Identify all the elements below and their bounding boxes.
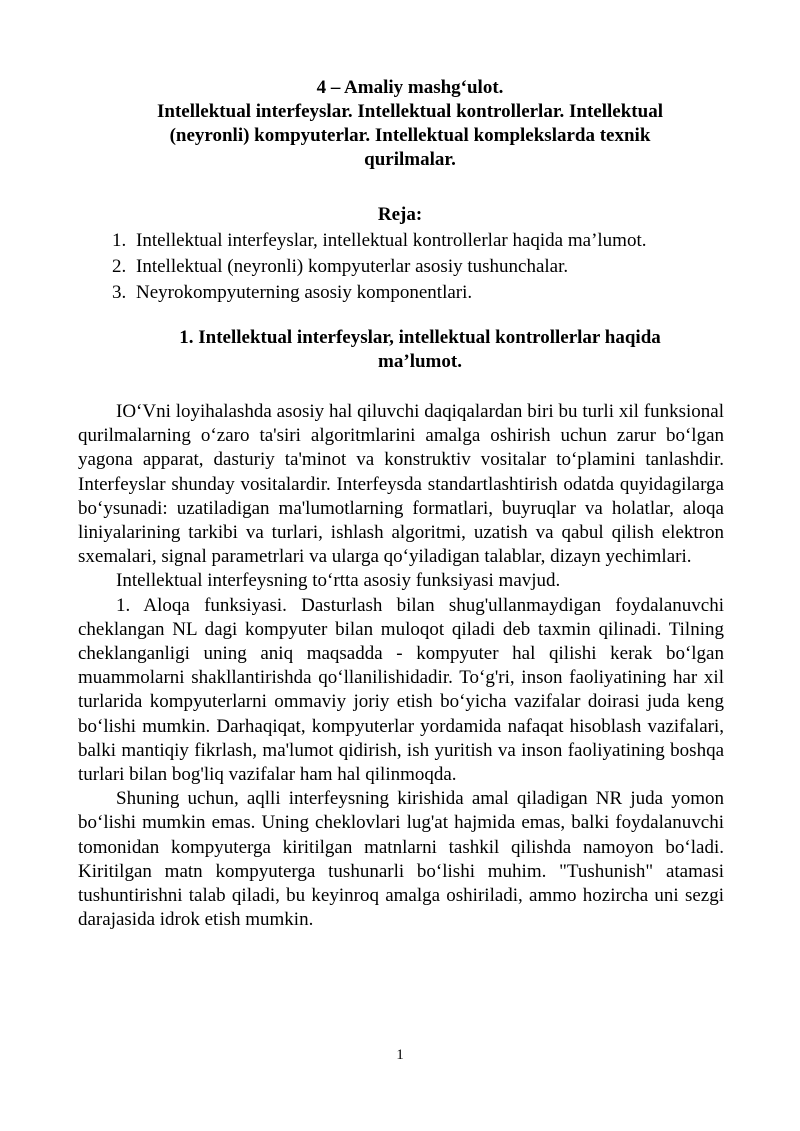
paragraph: Intellektual interfeysning to‘rtta asosiy funksiyasi mavjud. <box>116 570 561 592</box>
plan-item-number: 1. <box>112 230 127 251</box>
paragraph: IO‘Vni loyihalashda asosiy hal qiluvchi daqiqalardan biri bu turli xil funksional qurilmalarning o‘zaro ta'siri algoritmlarini amalga oshirish uchun zarur bo‘lgan yagona apparat, dasturiy ta'minot va konstruktiv vositalar to‘plamini tanlashdir. Interfeyslar shunday vositalardir. Interfeysda standartlashtirish odatda quyidagilarga bo‘ysunadi: uzatiladigan ma'lumotlarning formatlari, buyruqlar va holatlar, aloqa liniyalarining tarkibi va turlari, ishlash algoritmi, uzatish va qabul qilish elektron sxemalari, signal parametrlari va ularga qo‘yiladigan talablar, dizayn yechimlari. <box>78 401 724 568</box>
plan-item-text: Intellektual interfeyslar, intellektual kontrollerlar haqida ma’lumot. <box>136 230 647 251</box>
plan-item <box>112 254 752 280</box>
plan-item-text: Neyrokompyuterning asosiy komponentlari. <box>136 282 473 303</box>
section-title-line-1: 1. Intellektual interfeyslar, intellektual kontrollerlar haqida <box>179 327 661 348</box>
plan-item <box>112 280 752 306</box>
plan-item-text: Intellektual (neyronli) kompyuterlar asosiy tushunchalar. <box>136 256 569 277</box>
document-title <box>110 76 710 172</box>
plan-heading: Reja: <box>377 204 423 225</box>
section-title-line-2: ma’lumot. <box>378 351 462 372</box>
plan-item-number: 2. <box>112 256 127 277</box>
plan-list <box>112 228 752 306</box>
page-number: 1 <box>396 1047 404 1063</box>
title-line-4: qurilmalar. <box>364 149 456 170</box>
body-text <box>78 400 724 932</box>
section-title <box>110 326 730 374</box>
plan-item-number: 3. <box>112 282 127 303</box>
title-line-2: Intellektual interfeyslar. Intellektual kontrollerlar. Intellektual <box>157 101 663 122</box>
title-line-1: 4 – Amaliy mashg‘ulot. <box>316 77 504 98</box>
title-line-3: (neyronli) kompyuterlar. Intellektual komplekslarda texnik <box>169 125 651 146</box>
paragraph: 1. Aloqa funksiyasi. Dasturlash bilan shug'ullanmaydigan foydalanuvchi cheklangan NL dagi kompyuter bilan muloqot qiladi deb taxmin qilinadi. Tilning cheklanganligi uning aniq maqsadda - kompyuter hal qilishi kerak bo‘lgan muammolarni shakllantirishda qo‘llanilishidadir. To‘g'ri, inson faoliyatining har xil turlarida kompyuterlarni ommaviy joriy etish bo‘yicha vazifalar doirasi juda keng bo‘lishi mumkin. Darhaqiqat, kompyuterlar yordamida nafaqat hisoblash vazifalari, balki mantiqiy fikrlash, ma'lumot qidirish, ish yuritish va inson faoliyatining boshqa turlari bilan bog'liq vazifalar ham hal qilinmoqda. <box>78 594 724 786</box>
paragraph: Shuning uchun, aqlli interfeysning kirishida amal qiladigan NR juda yomon bo‘lishi mumkin emas. Uning cheklovlari lug'at hajmida emas, balki foydalanuvchi tomonidan kompyuterga kiritilgan matnlarni tashkil qilishda namoyon bo‘ladi. Kiritilgan matn kompyuterga tushunarli bo‘lishi muhim. "Tushunish" atamasi tushuntirishni talab qiladi, bu keyinroq amalga oshiriladi, ammo hozircha uni sezgi darajasida idrok etish mumkin. <box>78 788 724 931</box>
plan-item <box>112 228 752 254</box>
